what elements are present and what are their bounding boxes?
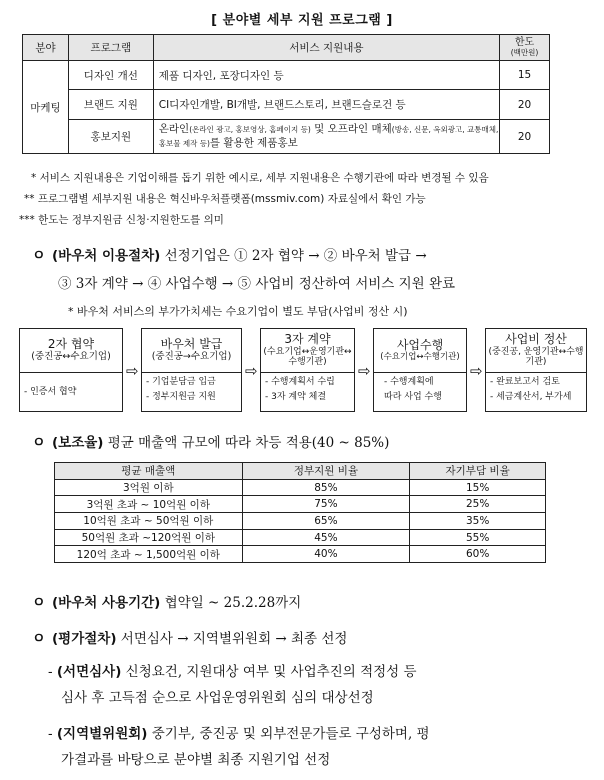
table-row bbox=[23, 120, 550, 154]
limit-cell: 20 bbox=[500, 90, 550, 120]
arrow-icon: ⇨ bbox=[470, 362, 483, 380]
header-self-ratio: 자기부담 비율 bbox=[410, 463, 546, 480]
period-line: (바우처 사용기간) 협약일 ~ 25.2.28까지 bbox=[52, 595, 302, 611]
header-gov-ratio: 정부지원 비율 bbox=[242, 463, 410, 480]
arrow-icon: ⇨ bbox=[358, 362, 371, 380]
table-row bbox=[23, 90, 550, 120]
table-row: 50억원 초과 ~120억원 이하 45% 55% bbox=[55, 529, 546, 546]
header-field: 분야 bbox=[23, 35, 69, 61]
note-2: ** 프로그램별 세부지원 내용은 혁신바우처플랫폼(mssmiv.com) 자료실에서 확인 가능 bbox=[24, 193, 426, 205]
category-cell: 마케팅 bbox=[23, 61, 69, 154]
vat-note: * 바우처 서비스의 부가가치세는 수요기업이 별도 부담(사업비 정산 시) bbox=[68, 305, 408, 318]
page-title: [ 분야별 세부 지원 프로그램 ] bbox=[211, 13, 393, 28]
note-3: *** 한도는 정부지원금 신청·지원한도를 의미 bbox=[19, 214, 224, 226]
program-cell: 브랜드 지원 bbox=[68, 90, 153, 120]
arrow-icon: ⇨ bbox=[126, 362, 139, 380]
procedure-flow bbox=[19, 328, 587, 412]
service-cell: 온라인(온라인 광고, 홍보영상, 홈페이지 등) 및 오프라인 매체(방송, 신문, 옥외광고, 교통매체, 홍보물 제작 등)를 활용한 제품홍보 bbox=[153, 120, 499, 154]
program-table bbox=[22, 34, 550, 154]
flow-step-agreement: 2자 협약 (중진공↔수요기업) - 인증서 협약 bbox=[19, 328, 123, 412]
bullet-marker: ㅇ bbox=[32, 248, 46, 264]
flow-step-contract: 3자 계약 (수요기업↔운영기관↔수행기관) - 수행계획서 수립 - 3자 계약 체결 bbox=[260, 328, 355, 412]
header-program: 프로그램 bbox=[68, 35, 153, 61]
table-row: 3억원 초과 ~ 10억원 이하 75% 25% bbox=[55, 496, 546, 513]
bullet-marker: ㅇ bbox=[32, 435, 46, 451]
procedure-line-1: (바우처 이용절차) 선정기업은 ① 2자 협약 → ② 바우처 발급 → bbox=[52, 248, 427, 264]
arrow-icon: ⇨ bbox=[245, 362, 258, 380]
service-cell: 제품 디자인, 포장디자인 등 bbox=[153, 61, 499, 90]
table-header-row bbox=[55, 463, 546, 480]
table-row bbox=[23, 61, 550, 90]
flow-step-issue: 바우처 발급 (중진공→수요기업) - 기업분담금 입금 - 정부지원금 지원 bbox=[141, 328, 242, 412]
bullet-marker: ㅇ bbox=[32, 595, 46, 611]
header-revenue: 평균 매출액 bbox=[55, 463, 243, 480]
ratio-heading: (보조율) 평균 매출액 규모에 따라 차등 적용(40 ~ 85%) bbox=[52, 435, 390, 451]
limit-cell: 20 bbox=[500, 120, 550, 154]
evaluation-line: (평가절차) 서면심사 → 지역별위원회 → 최종 선정 bbox=[52, 631, 348, 647]
table-row: 120억 초과 ~ 1,500억원 이하 40% 60% bbox=[55, 546, 546, 563]
service-cell: CI디자인개발, BI개발, 브랜드스토리, 브랜드슬로건 등 bbox=[153, 90, 499, 120]
note-1: * 서비스 지원내용은 기업이해를 돕기 위한 예시로, 세부 지원내용은 수행기관에 따라 변경될 수 있음 bbox=[31, 172, 489, 184]
limit-cell: 15 bbox=[500, 61, 550, 90]
bullet-marker: ㅇ bbox=[32, 631, 46, 647]
table-header-row bbox=[23, 35, 550, 61]
table-row: 3억원 이하 85% 15% bbox=[55, 479, 546, 496]
table-row: 10억원 초과 ~ 50억원 이하 65% 35% bbox=[55, 513, 546, 530]
program-cell: 홍보지원 bbox=[68, 120, 153, 154]
ratio-table bbox=[54, 462, 546, 563]
procedure-line-2: ③ 3자 계약 → ④ 사업수행 → ⑤ 사업비 정산하여 서비스 지원 완료 bbox=[58, 276, 456, 292]
header-limit: 한도 (백만원) bbox=[500, 35, 550, 61]
doc-review-item: - (서면심사) 신청요건, 지원대상 여부 및 사업추진의 적정성 등 심사 후 고득점 순으로 사업운영위원회 심의 대상선정 bbox=[48, 664, 417, 706]
program-cell: 디자인 개선 bbox=[68, 61, 153, 90]
regional-item: - (지역별위원회) 중기부, 중진공 및 외부전문가들로 구성하며, 평 가결과를 바탕으로 분야별 최종 지원기업 선정 bbox=[48, 726, 430, 768]
flow-step-execute: 사업수행 (수요기업↔수행기관) - 수행계획에 따라 사업 수행 bbox=[373, 328, 467, 412]
header-service: 서비스 지원내용 bbox=[153, 35, 499, 61]
flow-step-settle: 사업비 정산 (중진공, 운영기관↔수행기관) - 완료보고서 검토 - 세금계산서, 부가세 bbox=[485, 328, 587, 412]
